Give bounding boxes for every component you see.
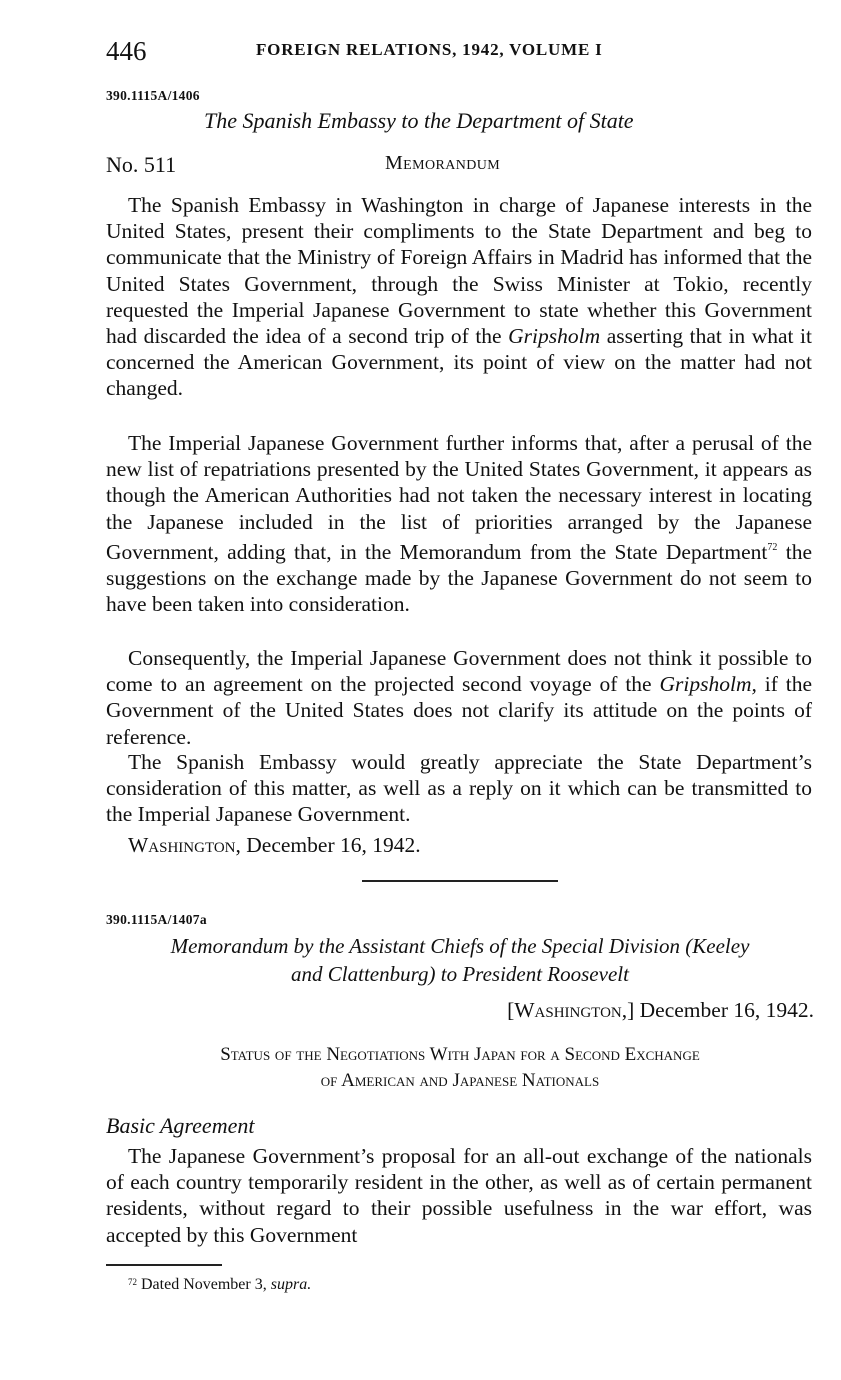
running-head: [106, 34, 814, 68]
footnote-number: 72: [128, 1277, 137, 1287]
paragraph-3: Consequently, the Imperial Japanese Government does not think it possible to come to an agreement on the projected second voyage of the Gripsholm, if the Government of the United States does not clarify its attitude on the points of reference.: [106, 646, 813, 749]
footnote-rule: [106, 1264, 222, 1266]
footnote: $^{72}$ Dated November 3, supra.: [128, 1276, 312, 1293]
dateline-1: Washington, December 16, 1942.: [128, 833, 421, 857]
document-number: No. 511: [106, 152, 177, 177]
paragraph-2: The Imperial Japanese Government further informs that, after a perusal of the new list of repatriations presented by the United States Government, it appears as though the American Authorities had not taken the necessary interest in locating the Japanese included in the list of priorities arranged by the Japanese Government, adding that, in the Memorandum from the State Department$^{72}$ the suggestions on the exchange made by the Japanese Government do not seem to have been taken into consideration.: [106, 431, 812, 617]
dateline-2: [Washington,] December 16, 1942.: [507, 998, 814, 1022]
paragraph-4: The Spanish Embassy would greatly appreciate the State Department’s consideration of this matter, as well as a reply on it which can be transmitted to the Imperial Japanese Government.: [106, 750, 812, 827]
memo-title-line-1: Status of the Negotiations With Japan for a Second Exchange: [220, 1044, 700, 1065]
paragraph-1: The Spanish Embassy in Washington in charge of Japanese interests in the United States, present their compliments to the State Department and beg to communicate that the Ministry of Foreign Affairs in Madrid has informed that the United States Government, through the Swiss Minister at Tokio, recently requested the Imperial Japanese Government to state whether this Government had discarded the idea of a second trip of the Gripsholm asserting that in what it concerned the American Government, its point of view on the matter had not changed.: [106, 193, 812, 401]
document-heading-2-line-2: and Clattenburg) to President Roosevelt: [291, 962, 629, 986]
page-number: 446: [106, 36, 147, 66]
ship-name-2: Gripsholm,: [659, 672, 757, 697]
section-divider: [362, 880, 558, 882]
subheading: Basic Agreement: [106, 1113, 255, 1138]
document-heading-2-line-1: Memorandum by the Assistant Chiefs of the Special Division (Keeley: [170, 934, 750, 958]
ship-name: Gripsholm: [508, 324, 601, 349]
memo-title-line-2: of American and Japanese Nationals: [320, 1070, 600, 1091]
running-title: FOREIGN RELATIONS, 1942, VOLUME I: [256, 40, 603, 59]
document-heading-1: The Spanish Embassy to the Department of State: [204, 108, 634, 133]
file-number-2: 390.1115A/1407a: [106, 912, 207, 927]
paragraph-5: The Japanese Government’s proposal for an all-out exchange of the nationals of each country temporarily resident in the other, as well as of certain permanent residents, without regard to their possible usefulness in the war effort, was accepted by this Government: [106, 1144, 812, 1247]
footnote-reference: 72: [767, 541, 778, 553]
file-number-1: 390.1115A/1406: [106, 88, 200, 103]
memorandum-label: Memorandum: [385, 152, 501, 174]
